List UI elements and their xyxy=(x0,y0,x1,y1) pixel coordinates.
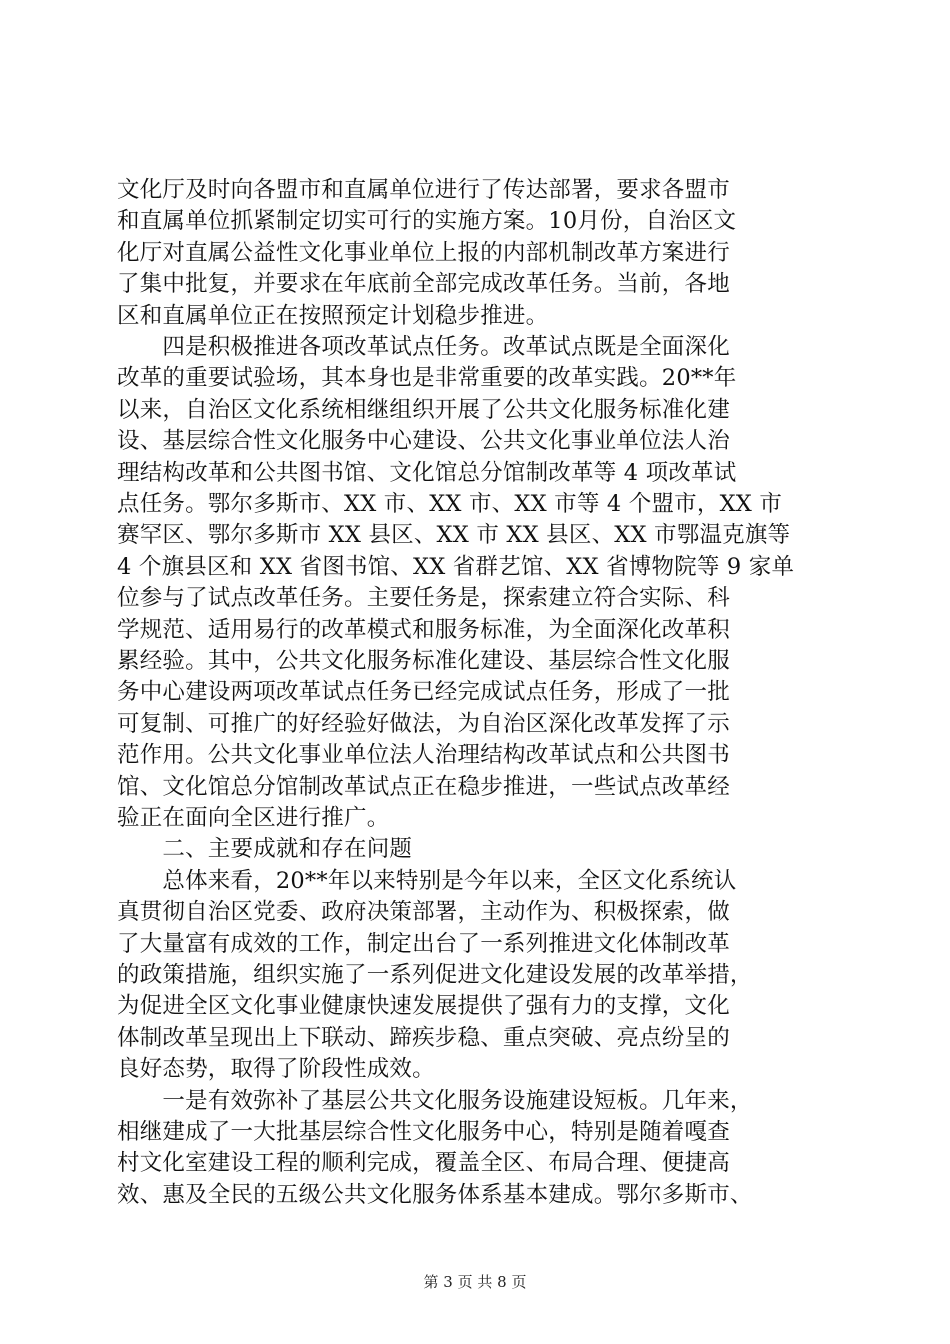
text-line: 二、主要成就和存在问题 xyxy=(117,836,413,863)
text-line: 了大量富有成效的工作，制定出台了一系列推进文化体制改革 xyxy=(117,930,730,957)
text-line: 的政策措施，组织实施了一系列促进文化建设发展的改革举措， xyxy=(117,962,753,988)
text-line: 可复制、可推广的好经验好做法，为自治区深化改革发挥了示 xyxy=(117,710,730,737)
text-line: 位参与了试点改革任务。主要任务是，探索建立符合实际、科 xyxy=(117,585,730,612)
text-line: 范作用。公共文化事业单位法人治理结构改革试点和公共图书 xyxy=(117,742,730,769)
text-line: 设、基层综合性文化服务中心建设、公共文化事业单位法人治 xyxy=(117,428,730,455)
text-line: 4 个旗县区和 XX 省图书馆、XX 省群艺馆、XX 省博物院等 9 家单 xyxy=(117,553,795,580)
text-line: 赛罕区、鄂尔多斯市 XX 县区、XX 市 XX 县区、XX 市鄂温克旗等 xyxy=(117,522,791,549)
text-line: 效、惠及全民的五级公共文化服务体系基本建成。鄂尔多斯市、 xyxy=(117,1181,753,1208)
text-line: 化厅对直属公益性文化事业单位上报的内部机制改革方案进行 xyxy=(117,239,730,266)
text-line: 总体来看，20**年以来特别是今年以来，全区文化系统认 xyxy=(117,867,737,894)
text-line: 点任务。鄂尔多斯市、XX 市、XX 市、XX 市等 4 个盟市，XX 市 xyxy=(117,491,783,517)
text-line: 村文化室建设工程的顺利完成，覆盖全区、布局合理、便捷高 xyxy=(117,1150,730,1177)
text-line: 真贯彻自治区党委、政府决策部署，主动作为、积极探索，做 xyxy=(117,899,730,926)
text-line: 良好态势，取得了阶段性成效。 xyxy=(117,1056,435,1083)
text-line: 文化厅及时向各盟市和直属单位进行了传达部署，要求各盟市 xyxy=(117,177,730,203)
text-line: 学规范、适用易行的改革模式和服务标准，为全面深化改革积 xyxy=(117,616,730,643)
page-footer: 第 3 页 共 8 页 xyxy=(423,1273,527,1291)
text-line: 区和直属单位正在按照预定计划稳步推进。 xyxy=(117,302,549,329)
text-line: 四是积极推进各项改革试点任务。改革试点既是全面深化 xyxy=(117,334,730,360)
text-line: 累经验。其中，公共文化服务标准化建设、基层综合性文化服 xyxy=(117,648,730,674)
text-line: 相继建成了一大批基层综合性文化服务中心，特别是随着嘎查 xyxy=(117,1119,730,1145)
text-line: 和直属单位抓紧制定切实可行的实施方案。10月份，自治区文 xyxy=(117,208,737,235)
text-line: 改革的重要试验场，其本身也是非常重要的改革实践。20**年 xyxy=(117,365,737,392)
text-line: 理结构改革和公共图书馆、文化馆总分馆制改革等 4 项改革试 xyxy=(117,459,737,486)
text-line: 了集中批复，并要求在年底前全部完成改革任务。当前，各地 xyxy=(117,271,730,298)
text-line: 为促进全区文化事业健康快速发展提供了强有力的支撑，文化 xyxy=(117,993,730,1020)
text-line: 一是有效弥补了基层公共文化服务设施建设短板。几年来， xyxy=(117,1087,753,1114)
text-line: 馆、文化馆总分馆制改革试点正在稳步推进，一些试点改革经 xyxy=(117,773,730,800)
text-line: 务中心建设两项改革试点任务已经完成试点任务，形成了一批 xyxy=(117,679,730,706)
text-line: 体制改革呈现出上下联动、蹄疾步稳、重点突破、亮点纷呈的 xyxy=(117,1024,730,1051)
text-line: 以来，自治区文化系统相继组织开展了公共文化服务标准化建 xyxy=(117,396,730,423)
text-line: 验正在面向全区进行推广。 xyxy=(117,805,390,831)
